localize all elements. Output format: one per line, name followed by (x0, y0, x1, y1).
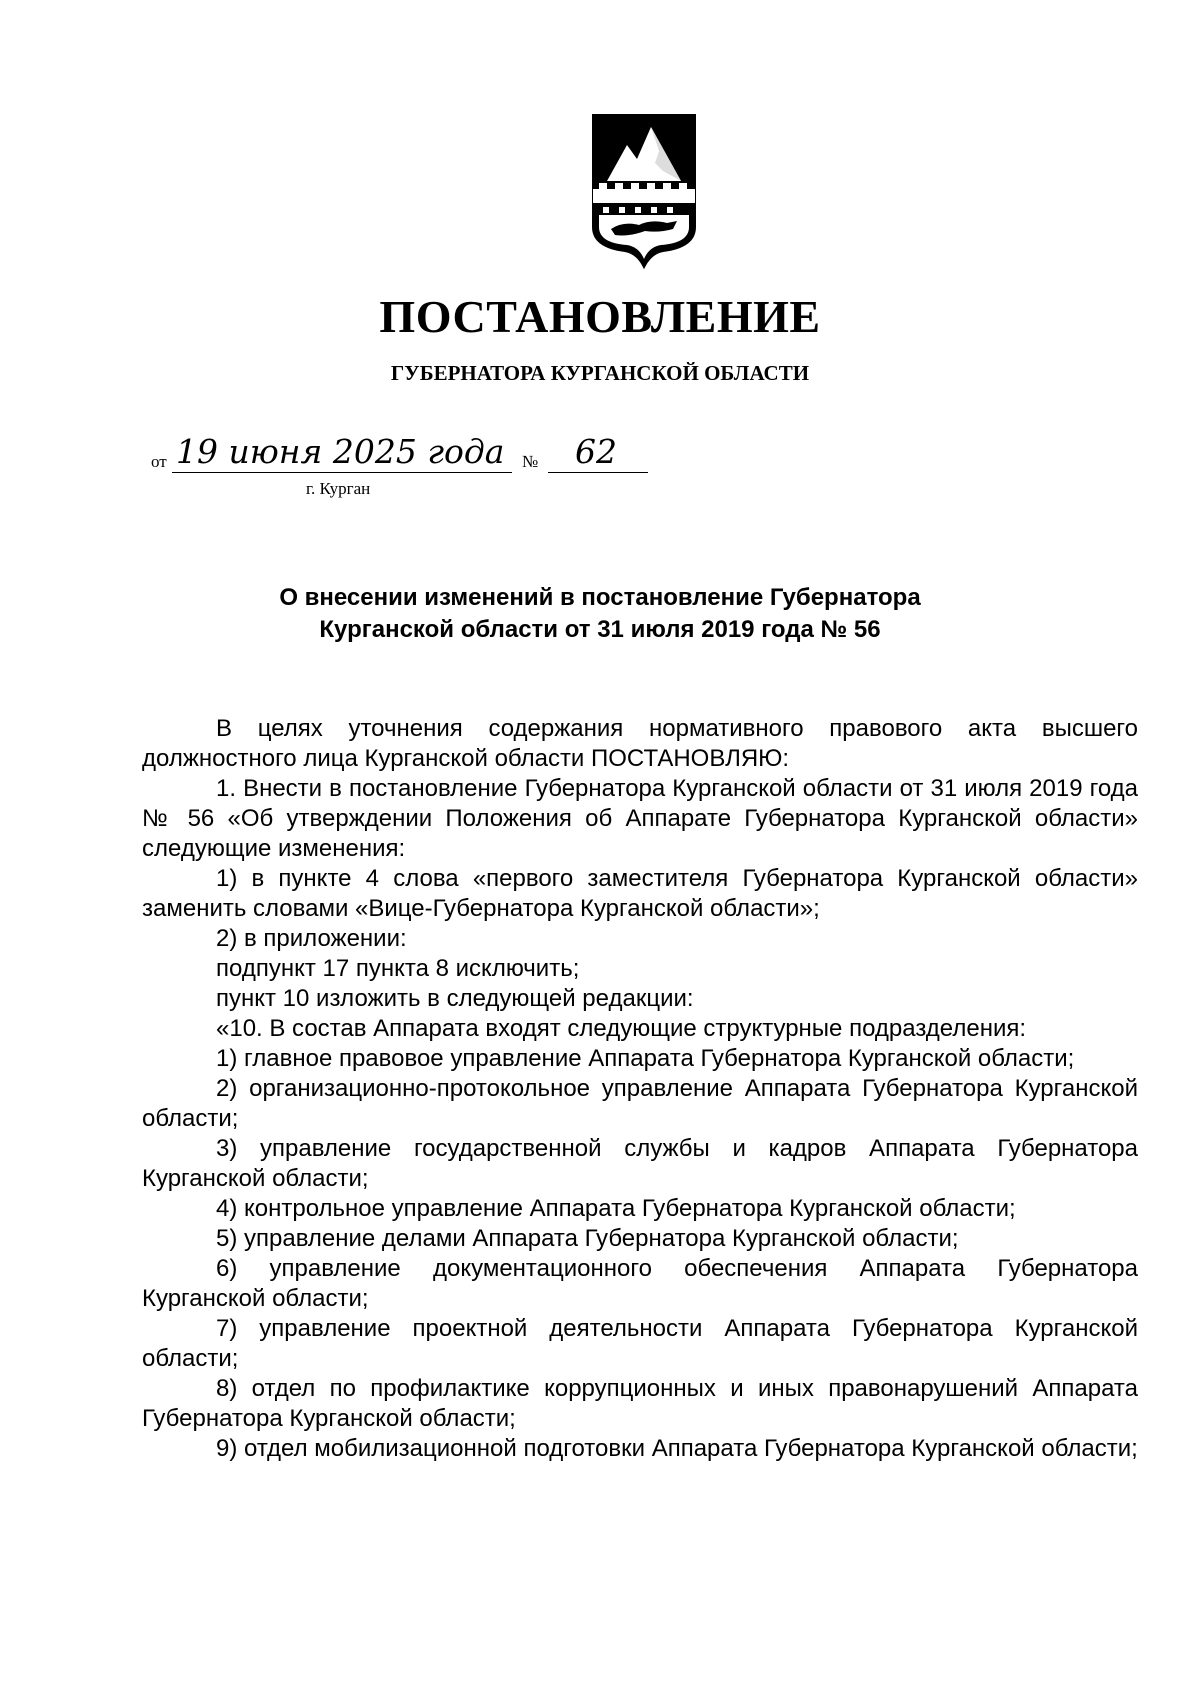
list-item: 1) главное правовое управление Аппарата Губернатора Курганской области; (216, 1045, 1075, 1072)
paragraph: В целях уточнения содержания нормативного правового акта высшего должностного лица Курганской области ПОСТАНОВЛЯЮ: (142, 715, 1138, 772)
date-number-row (0, 430, 1200, 500)
paragraph: 2) в приложении: (216, 925, 407, 952)
date-prefix: от (151, 452, 167, 471)
issuer-subtitle: ГУБЕРНАТОРА КУРГАНСКОЙ ОБЛАСТИ (390, 361, 810, 385)
list-item: 5) управление делами Аппарата Губернатора Курганской области; (216, 1225, 959, 1252)
list-item: 8) отдел по профилактике коррупционных и иных правонарушений Аппарата Губернатора Курганской области; (142, 1375, 1138, 1432)
number-prefix: № (522, 452, 539, 471)
paragraph: 1) в пункте 4 слова «первого заместителя Губернатора Курганской области» заменить словами «Вице-Губернатора Курганской области»; (142, 865, 1138, 922)
list-item: 4) контрольное управление Аппарата Губернатора Курганской области; (216, 1195, 1016, 1222)
list-item: 7) управление проектной деятельности Аппарата Губернатора Курганской области; (142, 1315, 1138, 1372)
paragraph: «10. В состав Аппарата входят следующие структурные подразделения: (216, 1015, 1027, 1042)
list-item: 6) управление документационного обеспечения Аппарата Губернатора Курганской области; (142, 1255, 1138, 1312)
document-body (142, 714, 1138, 1464)
handwritten-date: 19 июня 2025 года (176, 432, 505, 471)
paragraph: пункт 10 изложить в следующей редакции: (216, 985, 694, 1012)
handwritten-number: 62 (575, 432, 617, 471)
coat-of-arms-icon (589, 111, 699, 273)
date-underline (172, 472, 512, 473)
list-item: 9) отдел мобилизационной подготовки Аппарата Губернатора Курганской области; (216, 1435, 1138, 1462)
resolution-heading (0, 582, 1200, 646)
paragraph: 1. Внести в постановление Губернатора Курганской области от 31 июля 2019 года № 56 «Об утверждении Положения об Аппарате Губернатора Курганской области» следующие изменения: (142, 775, 1138, 862)
list-item: 2) организационно-протокольное управление Аппарата Губернатора Курганской области; (142, 1075, 1138, 1132)
city-label: г. Курган (306, 479, 371, 498)
heading-line-1: О внесении изменений в постановление Губернатора (279, 584, 921, 611)
number-underline (548, 472, 648, 473)
heading-line-2: Курганской области от 31 июля 2019 года № 56 (319, 616, 881, 643)
paragraph: подпункт 17 пункта 8 исключить; (216, 955, 580, 982)
list-item: 3) управление государственной службы и кадров Аппарата Губернатора Курганской области; (142, 1135, 1138, 1192)
document-title: ПОСТАНОВЛЕНИЕ (379, 291, 821, 342)
